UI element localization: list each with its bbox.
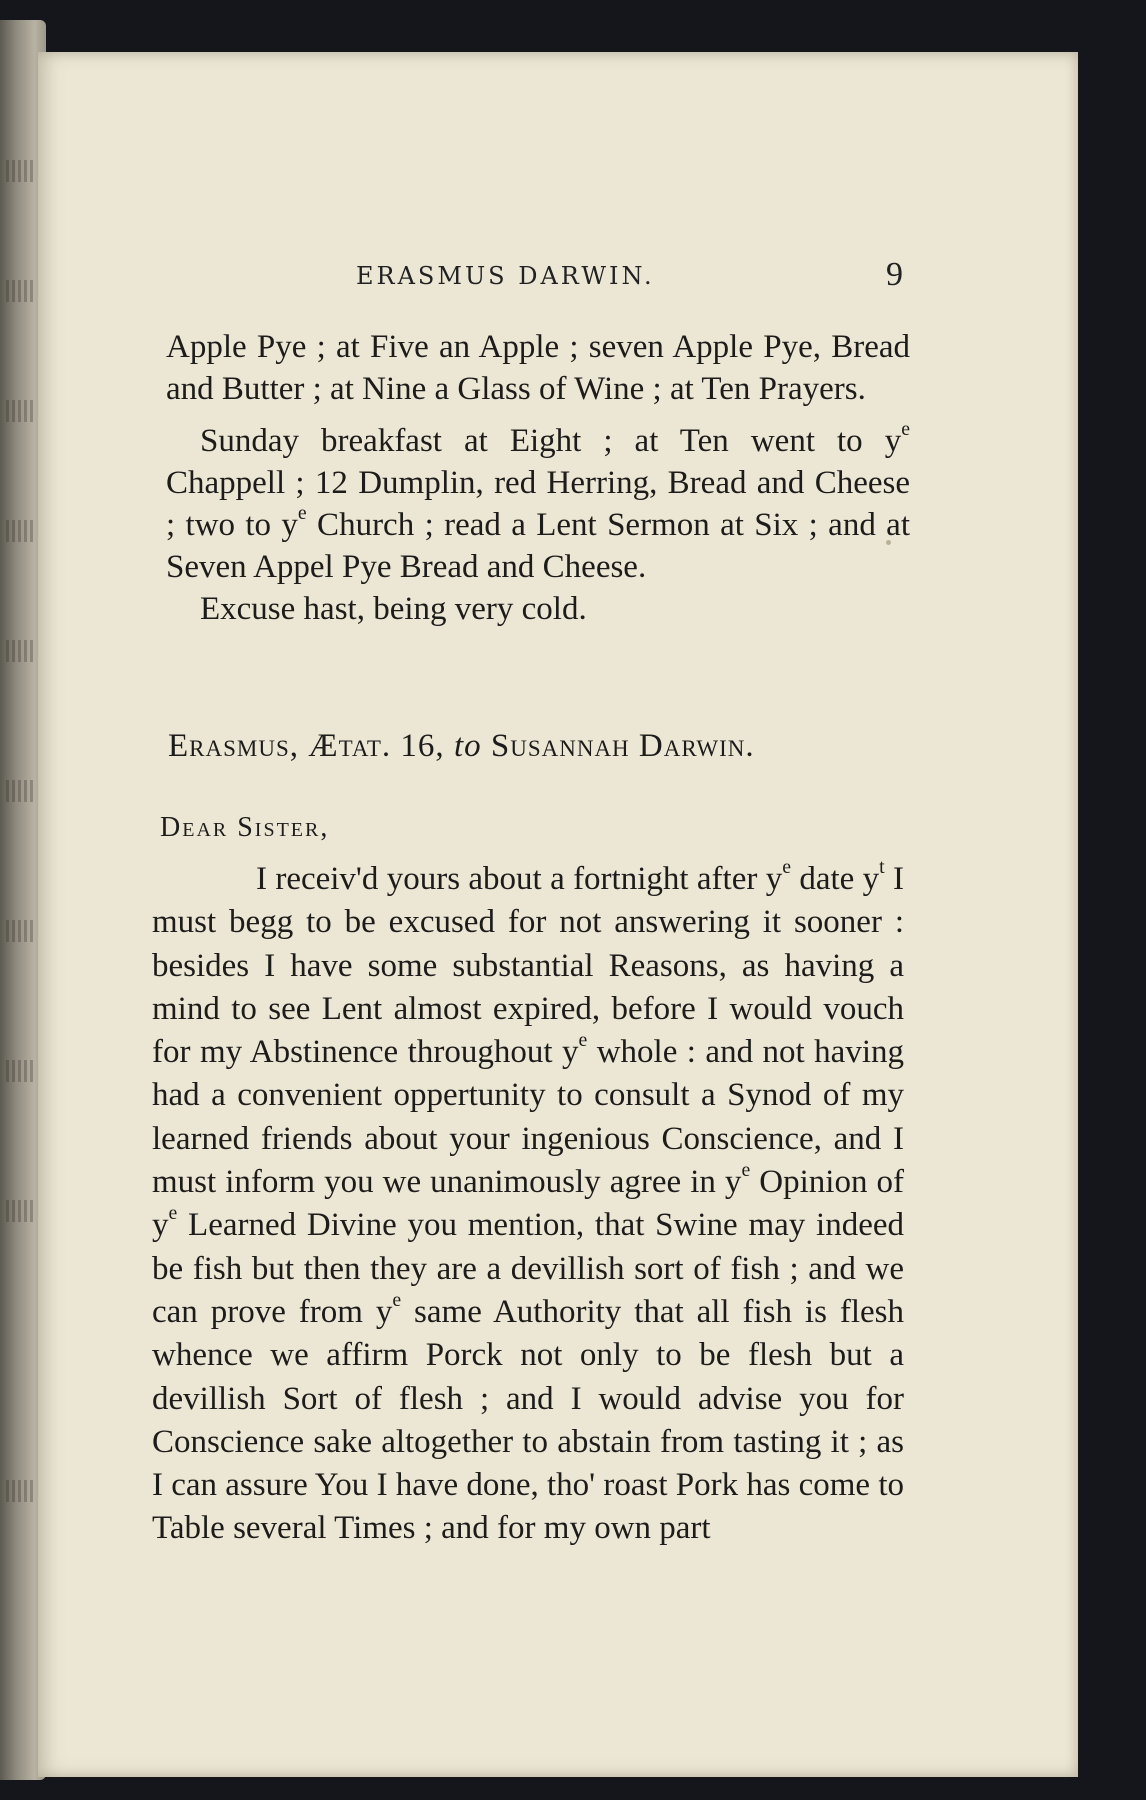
paragraph: Apple Pye ; at Five an Apple ; seven Apple Pye, Bread and Butter ; at Nine a Glass of Wine ; at Ten Prayers. <box>166 329 910 407</box>
paragraph: I receiv'd yours about a fortnight after $y^e$ date $y^t$ I must begg to be excused for not answering it sooner : besides I have some substantial Reasons, as having a mind to see Lent almost expired, before I would vouch for my Abstinence throughout $y^e$ whole : and not having had a convenient oppertunity to consult a Synod of my learned friends about your ingenious Conscience, and I must inform you we unanimously agree in $y^e$ Opinion of $y^e$ Learned Divine you mention, that Swine may indeed be fish but then they are a devillish sort of fish ; and we can prove from $y^e$ same Authority that all fish is flesh whence we affirm Porck not only to be flesh but a devillish Sort of flesh ; and I would advise you for Conscience sake altogether to abstain from tasting it ; as I can assure You I have done, tho' roast Pork has come to Table several Times ; and for my own part <box>152 856 905 1547</box>
bleed-through-mark <box>6 640 34 662</box>
heading-age: Ætat. 16, <box>308 728 454 764</box>
page-number: 9 <box>886 256 903 293</box>
salutation: Dear Sister, <box>160 812 330 843</box>
bleed-through-mark <box>6 1060 34 1082</box>
bleed-through-mark <box>6 1200 34 1222</box>
heading-sender: Erasmus, <box>168 728 309 764</box>
book-page <box>38 52 1078 1777</box>
previous-letter-ending <box>166 326 910 630</box>
letter-body <box>152 858 904 1551</box>
bleed-through-mark <box>6 780 34 802</box>
paragraph: Sunday breakfast at Eight ; at Ten went to $y^e$ Chappell ; 12 Dumplin, red Herring, Bread and Cheese ; two to $y^e$ Church ; read a Lent Sermon at Six ; and at Seven Appel Pye Bread and Cheese. <box>166 418 910 585</box>
paragraph: Excuse hast, being very cold. <box>200 591 587 627</box>
bleed-through-mark <box>6 1480 34 1502</box>
bleed-through-mark <box>6 520 34 542</box>
bleed-through-mark <box>6 280 34 302</box>
bleed-through-mark <box>6 160 34 182</box>
letter-heading <box>168 728 910 765</box>
running-title: ERASMUS DARWIN. <box>356 262 655 290</box>
heading-to: to <box>453 728 482 764</box>
heading-recipient: Susannah Darwin. <box>481 728 755 764</box>
bleed-through-mark <box>6 400 34 422</box>
bleed-through-mark <box>6 920 34 942</box>
